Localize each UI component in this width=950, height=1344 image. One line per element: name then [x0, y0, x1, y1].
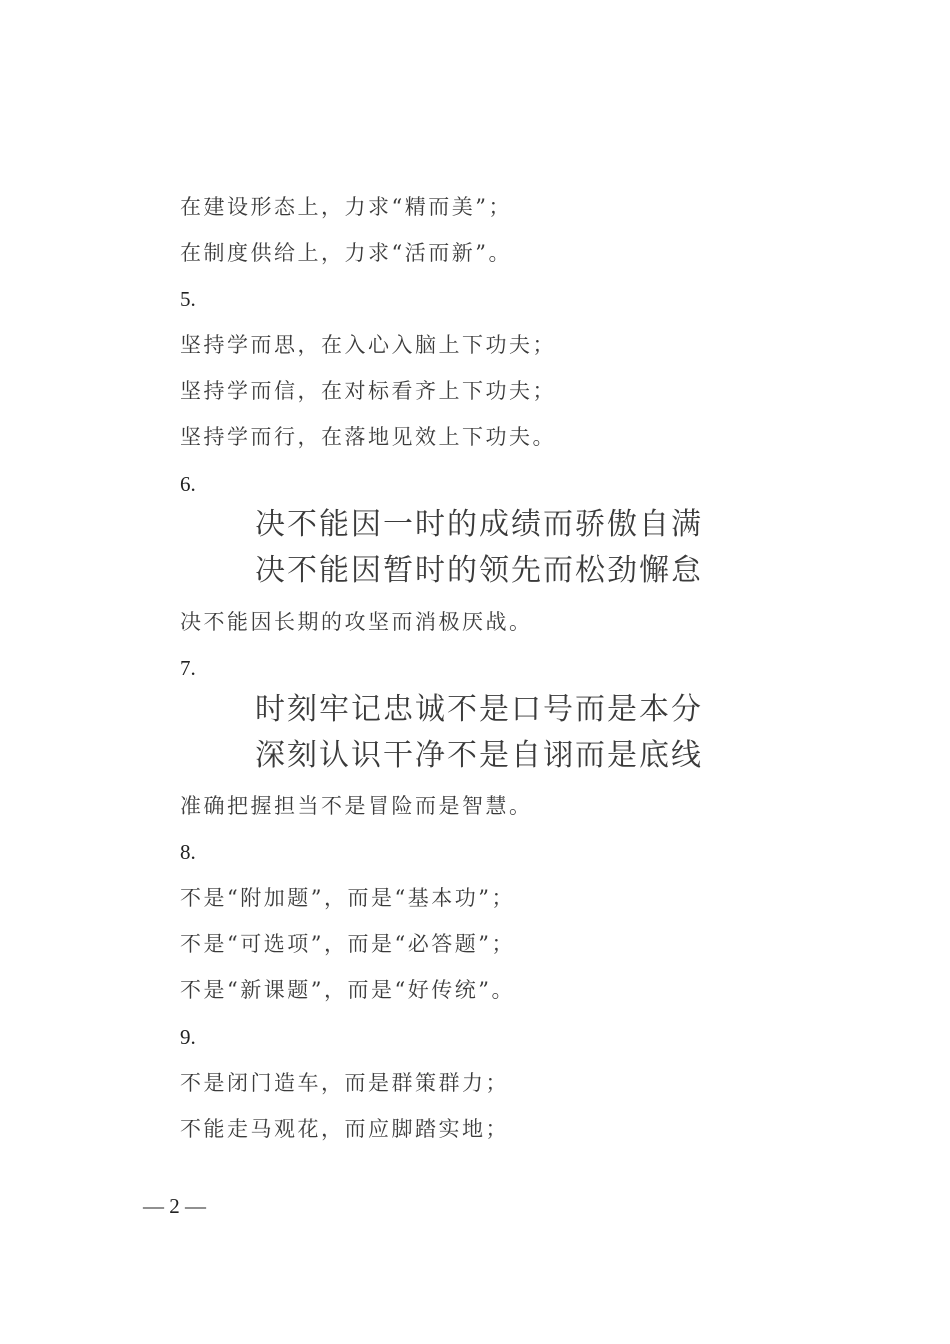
text-line: 不是闭门造车，而是群策群力； [180, 1071, 509, 1095]
section-number: 8. [180, 840, 196, 864]
section-number: 7. [180, 656, 196, 680]
large-text-line: 深刻认识干净不是自诩而是底线 [255, 738, 703, 773]
text-line: 不是“可选项”，而是“必答题”； [180, 932, 515, 956]
text-line: 在制度供给上，力求“活而新”。 [180, 241, 512, 265]
section-number: 9. [180, 1025, 196, 1049]
text-line: 在建设形态上，力求“精而美”； [180, 195, 512, 219]
page-number: — 2 — [143, 1194, 206, 1218]
text-line: 坚持学而行，在落地见效上下功夫。 [180, 425, 556, 449]
text-line: 决不能因长期的攻坚而消极厌战。 [180, 610, 533, 634]
text-line: 坚持学而信，在对标看齐上下功夫； [180, 379, 556, 403]
section-number: 6. [180, 472, 196, 496]
section-number: 5. [180, 287, 196, 311]
text-line: 坚持学而思，在入心入脑上下功夫； [180, 333, 556, 357]
large-text-line: 决不能因暂时的领先而松劲懈怠 [255, 553, 703, 588]
text-line: 不是“新课题”，而是“好传统”。 [180, 978, 515, 1002]
large-text-line: 决不能因一时的成绩而骄傲自满 [255, 507, 703, 542]
large-text-line: 时刻牢记忠诚不是口号而是本分 [255, 692, 703, 727]
text-line: 不能走马观花，而应脚踏实地； [180, 1117, 509, 1141]
text-line: 不是“附加题”，而是“基本功”； [180, 886, 515, 910]
text-line: 准确把握担当不是冒险而是智慧。 [180, 794, 533, 818]
